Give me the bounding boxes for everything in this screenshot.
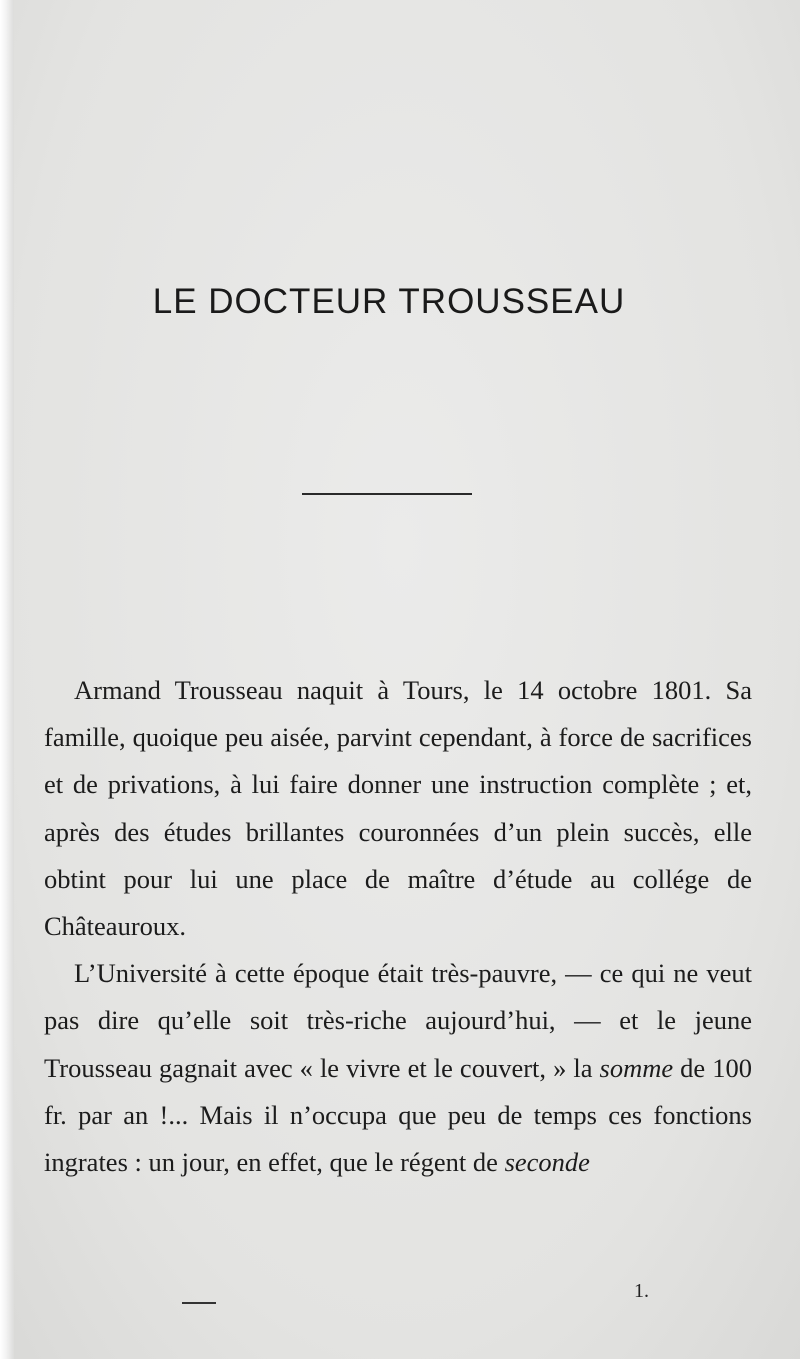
paragraph-2-emphasis-somme: somme [599,1052,674,1083]
printer-mark [182,1302,216,1304]
chapter-title: LE DOCTEUR TROUSSEAU [152,282,626,321]
paragraph-2-text-a: L’Université à cette époque était très-pauvre, — ce qui ne veut pas dire qu’elle soit très-riche aujourd’hui, — et le jeune Trousseau gagnait avec « le vivre et le couvert, » la [44,958,752,1083]
title-rule [302,493,472,495]
paragraph-2-text-b: de 100 fr. par an !... Mais il n’occupa que peu de temps ces fonctions ingrates : un jour, en effet, que le régent de [44,1052,752,1178]
body-text [44,667,752,1186]
paragraph-2 [44,950,752,1186]
page-edge [0,0,14,1359]
paragraph-2-emphasis-seconde: seconde [504,1147,590,1178]
paragraph-1: Armand Trousseau naquit à Tours, le 14 octobre 1801. Sa famille, quoique peu aisée, parvint cependant, à force de sacrifices et de privations, à lui faire donner une instruction complète ; et, après des études brillantes couronnées d’un plein succès, elle obtint pour lui une place de maître d’étude au collége de Châteauroux. [44,675,752,942]
signature-mark: 1. [634,1280,649,1302]
